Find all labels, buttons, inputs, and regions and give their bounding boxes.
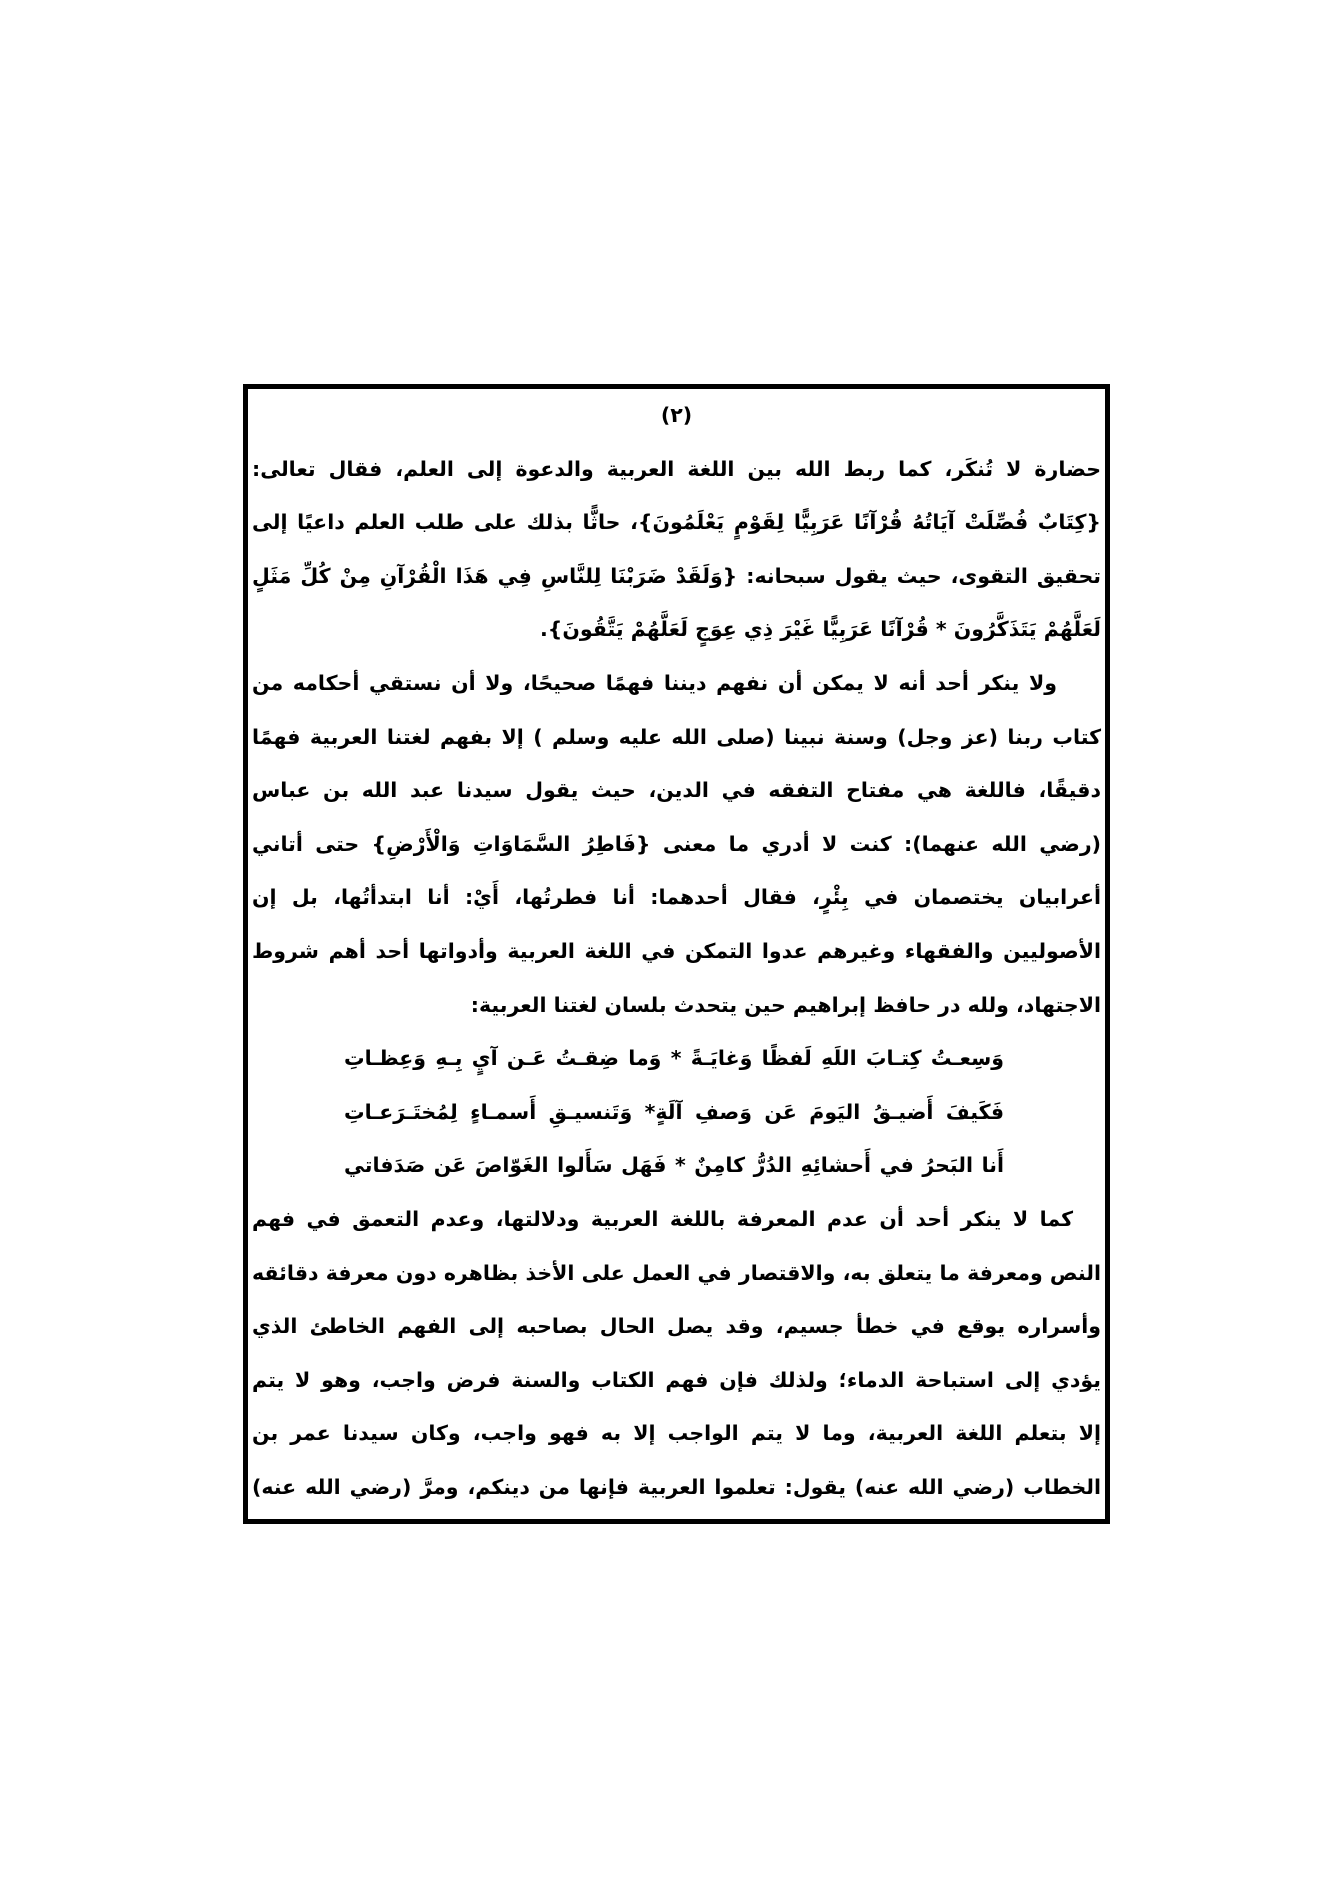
- poem-verse: فَكَيفَ أَضيـقُ اليَومَ عَن وَصفِ آلَةٍ* وَتَنسيـقِ أَسمـاءٍ لِمُختَـرَعـاتِ: [344, 1099, 1004, 1124]
- text-line: حضارة لا تُنكَر، كما ربط الله بين اللغة العربية والدعوة إلى العلم، فقال تعالى:: [252, 456, 1101, 481]
- poem-verse: وَسِعـتُ كِتـابَ اللَهِ لَفظًا وَغايَـةً * وَما ضِقـتُ عَـن آيٍ بِـهِ وَعِظـاتِ: [344, 1046, 1004, 1071]
- text-line: إلا بتعلم اللغة العربية، وما لا يتم الواجب إلا به فهو واجب، وكان سيدنا عمر بن: [252, 1421, 1101, 1446]
- text-line: دقيقًا، فاللغة هي مفتاح التفقه في الدين، حيث يقول سيدنا عبد الله بن عباس: [252, 778, 1101, 803]
- text-line: (رضي الله عنهما): كنت لا أدري ما معنى {فَاطِرُ السَّمَاوَاتِ وَالْأَرْضِ} حتى أتاني: [252, 831, 1101, 856]
- text-line: {كِتَابٌ فُصِّلَتْ آيَاتُهُ قُرْآنًا عَرَبِيًّا لِقَوْمٍ يَعْلَمُونَ}، حاثًّا بذلك على طلب العلم داعيًا إلى: [252, 510, 1101, 535]
- poem-verse: أَنا البَحرُ في أَحشائِهِ الدُرُّ كامِنٌ * فَهَل سَأَلوا الغَوّاصَ عَن صَدَفاتي: [344, 1153, 1004, 1178]
- text-line: تحقيق التقوى، حيث يقول سبحانه: {وَلَقَدْ ضَرَبْنَا لِلنَّاسِ فِي هَذَا الْقُرْآنِ مِنْ كُلِّ مَثَلٍ: [252, 563, 1101, 588]
- text-line: الخطاب (رضي الله عنه) يقول: تعلموا العربية فإنها من دينكم، ومرَّ (رضي الله عنه): [252, 1474, 1101, 1499]
- text-line: كما لا ينكر أحد أن عدم المعرفة باللغة العربية ودلالتها، وعدم التعمق في فهم: [252, 1206, 1073, 1231]
- text-line: لَعَلَّهُمْ يَتَذَكَّرُونَ * قُرْآنًا عَرَبِيًّا غَيْرَ ذِي عِوَجٍ لَعَلَّهُمْ يَتَّقُونَ}.: [540, 617, 1101, 642]
- page-frame: [243, 384, 1110, 1524]
- text-line: الاجتهاد، ولله در حافظ إبراهيم حين يتحدث بلسان لغتنا العربية:: [470, 992, 1101, 1017]
- text-line: الأصوليين والفقهاء وغيرهم عدوا التمكن في اللغة العربية وأدواتها أحد أهم شروط: [252, 938, 1101, 963]
- page-number: (٢): [660, 403, 693, 427]
- text-line: ولا ينكر أحد أنه لا يمكن أن نفهم ديننا فهمًا صحيحًا، ولا أن نستقي أحكامه من: [252, 670, 1057, 695]
- text-line: النص ومعرفة ما يتعلق به، والاقتصار في العمل على الأخذ بظاهره دون معرفة دقائقه: [252, 1260, 1101, 1285]
- text-line: وأسراره يوقع في خطأ جسيم، وقد يصل الحال بصاحبه إلى الفهم الخاطئ الذي: [252, 1314, 1101, 1339]
- text-line: أعرابيان يختصمان في بِئْرٍ، فقال أحدهما: أنا فطرتُها، أَيْ: أنا ابتدأتُها، بل إن: [252, 885, 1101, 910]
- text-line: يؤدي إلى استباحة الدماء؛ ولذلك فإن فهم الكتاب والسنة فرض واجب، وهو لا يتم: [252, 1367, 1101, 1392]
- text-line: كتاب ربنا (عز وجل) وسنة نبينا (صلى الله عليه وسلم ) إلا بفهم لغتنا العربية فهمًا: [252, 724, 1101, 749]
